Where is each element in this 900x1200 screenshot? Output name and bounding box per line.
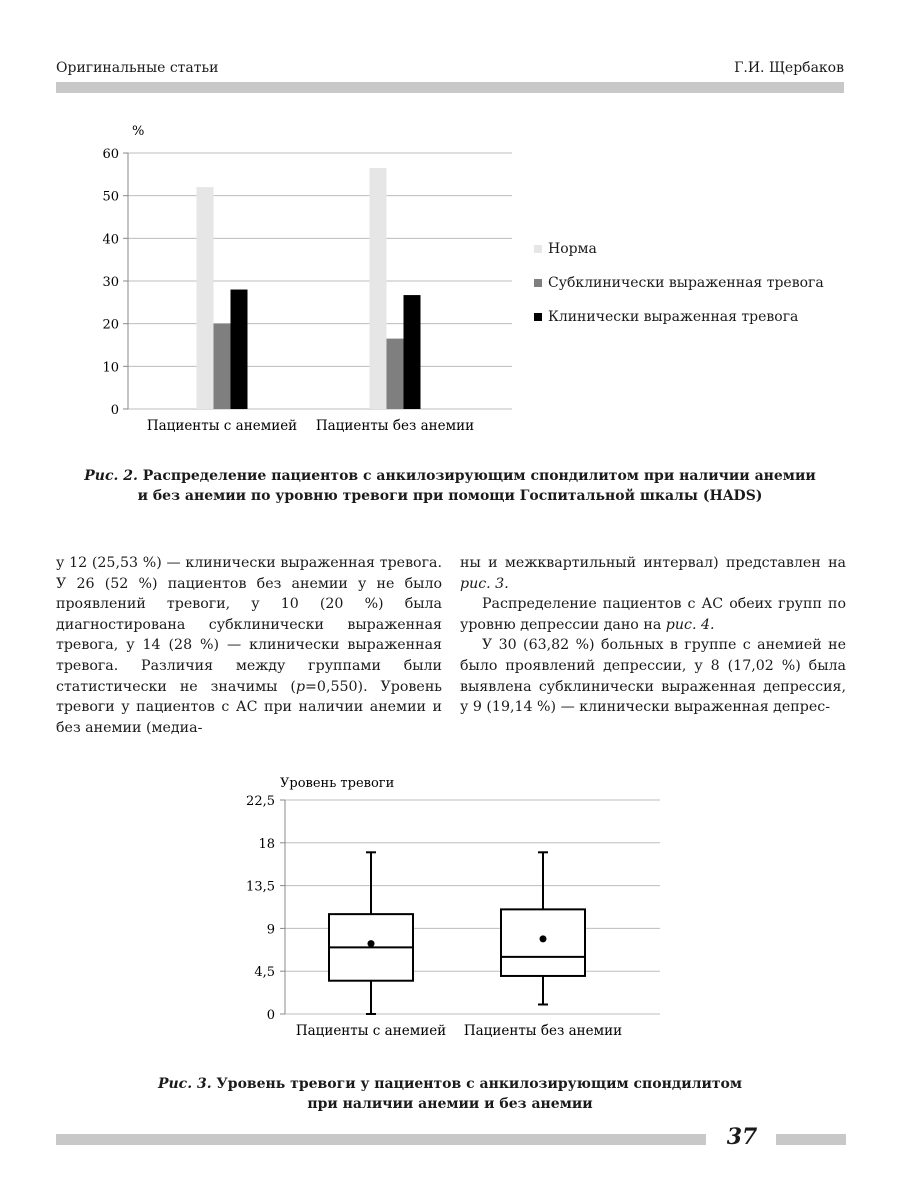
- x-tick-label: Пациенты без анемии: [315, 418, 475, 434]
- legend-swatch: [534, 313, 542, 321]
- y-tick-label: 10: [102, 360, 119, 376]
- legend-item-norm: [534, 240, 824, 258]
- y-tick-label: 9: [266, 922, 275, 938]
- paragraph-text: =0,550). Уровень тревоги у пациентов с АС при наличии анемии и без анемии (медиа-: [56, 678, 442, 736]
- box: [501, 909, 585, 976]
- legend-label: Субклинически выраженная тревога: [548, 275, 824, 291]
- x-tick-label: Пациенты с анемией: [295, 1023, 447, 1039]
- y-tick-label: 60: [102, 147, 119, 162]
- paragraph-text: Распределение пациентов с АС обеих групп по уровню депрессии дано на: [460, 596, 846, 633]
- bar: [214, 324, 231, 409]
- y-tick-label: 50: [102, 189, 119, 205]
- bar: [404, 295, 421, 409]
- text-column-left: [56, 553, 442, 738]
- chart-legend: [534, 240, 824, 342]
- text-column-right: [460, 553, 846, 738]
- y-axis-label: %: [132, 124, 145, 139]
- y-tick-label: 0: [266, 1008, 275, 1023]
- legend-swatch: [534, 279, 542, 287]
- bar: [370, 168, 387, 409]
- bar: [231, 290, 248, 409]
- y-tick-label: 40: [102, 232, 119, 248]
- y-tick-label: 20: [102, 317, 119, 333]
- page-number: 37: [726, 1124, 758, 1150]
- paragraph-text: У 30 (63,82 %) больных в группе с анемией не было проявлений депрессии, у 8 (17,02 %) была выявлена субклинически выраженная депрессия, у 9 (19,14 %) — клинически выраженная депрес-: [460, 637, 846, 716]
- y-tick-label: 4,5: [254, 965, 275, 981]
- y-axis-label: Уровень тревоги: [280, 776, 395, 791]
- caption-line: Распределение пациентов с анкилозирующим спондилитом при наличии анемии: [137, 468, 816, 484]
- legend-label: Норма: [548, 241, 597, 257]
- caption-line: и без анемии по уровню тревоги при помощи Госпитальной шкалы (HADS): [137, 488, 763, 504]
- y-tick-label: 30: [102, 275, 119, 290]
- italic-p: p: [295, 678, 306, 695]
- caption-lead: Рис. 3.: [157, 1076, 212, 1092]
- y-tick-label: 13,5: [246, 879, 275, 895]
- bar: [197, 187, 214, 409]
- legend-item-clinical: [534, 308, 824, 326]
- legend-item-subclinical: [534, 274, 824, 292]
- paragraph-text: у 12 (25,53 %) — клинически выраженная тревога. У 26 (52 %) пациентов без анемии у не было проявлений тревоги, у 10 (20 %) была диагностирована субклинически выраженная тревога, у 14 (28 %) — клинически выраженная тревога. Различия между группами были статистически не значимы (: [56, 555, 442, 695]
- mean-point: [368, 940, 375, 947]
- running-head-right: Г.И. Щербаков: [734, 60, 844, 76]
- legend-swatch: [534, 245, 542, 253]
- box: [329, 914, 413, 981]
- y-tick-label: 0: [110, 403, 119, 418]
- paragraph-text: ны и межквартильный интервал) представлен на: [460, 555, 846, 571]
- footer-bar: [56, 1134, 706, 1145]
- caption-line: Уровень тревоги у пациентов с анкилозирующим спондилитом: [211, 1076, 743, 1092]
- figure-2-bar-chart: [0, 0, 900, 460]
- figure-reference: рис. 4.: [665, 616, 715, 633]
- figure-reference: рис. 3.: [460, 575, 509, 592]
- footer-bar: [776, 1134, 846, 1145]
- legend-label: Клинически выраженная тревога: [548, 309, 799, 325]
- caption-lead: Рис. 2.: [84, 468, 138, 484]
- running-head-left: Оригинальные статьи: [56, 60, 219, 76]
- x-tick-label: Пациенты с анемией: [146, 418, 298, 434]
- figure-3-caption: [56, 1074, 844, 1114]
- caption-line: при наличии анемии и без анемии: [307, 1096, 593, 1112]
- figure-2-caption: [56, 466, 844, 506]
- mean-point: [540, 935, 547, 942]
- y-tick-label: 18: [258, 836, 275, 852]
- bar: [387, 339, 404, 409]
- x-tick-label: Пациенты без анемии: [463, 1023, 623, 1039]
- body-text: [56, 553, 846, 738]
- y-tick-label: 22,5: [246, 794, 275, 809]
